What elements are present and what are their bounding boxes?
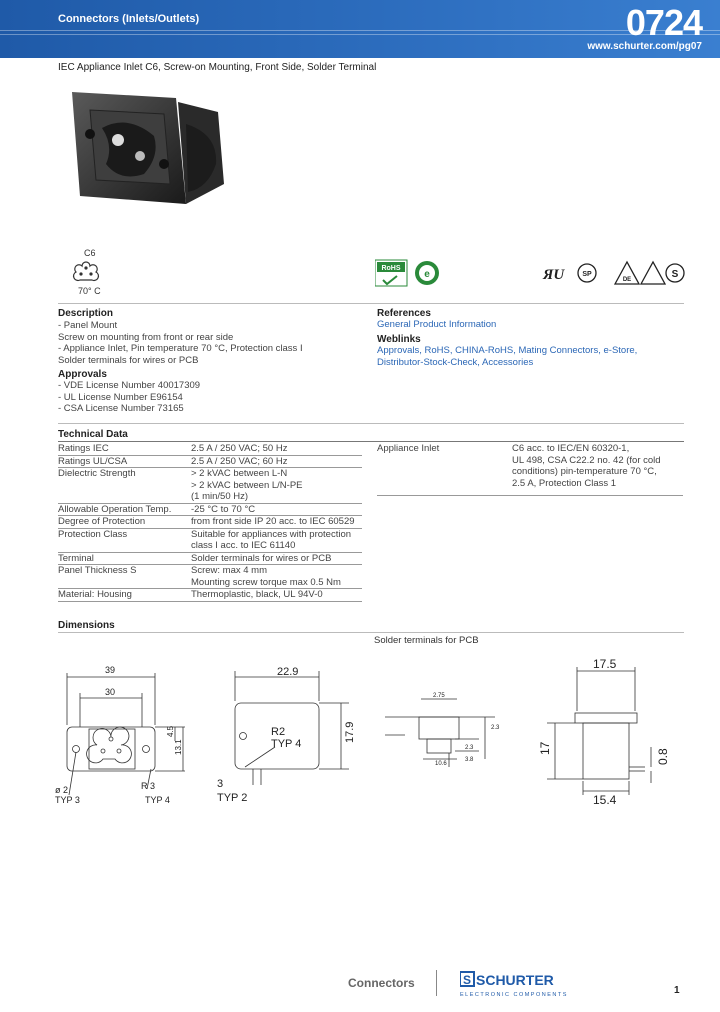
table-cell-value: [191, 443, 362, 455]
dim-body-pin: 0.8: [656, 748, 670, 765]
table-cell-line: Solder terminals for wires or PCB: [191, 552, 332, 564]
general-product-info-link[interactable]: General Product Information: [377, 319, 497, 330]
sev-icon: [641, 262, 684, 284]
dim-side-d2: 2.3: [465, 745, 474, 751]
dim-cutout-thickness: 3: [217, 778, 224, 790]
dim-side-d4: 10.6: [435, 761, 447, 767]
list-item: - UL License Number E96154: [58, 391, 183, 403]
dim-cutout-radius: R2: [271, 726, 286, 738]
list-item: - Appliance Inlet, Pin temperature 70 °C, Protection class I: [58, 343, 303, 354]
technical-data-heading: Technical Data: [58, 429, 128, 440]
table-cell-value: [191, 468, 362, 503]
list-item: - VDE License Number 40017309: [58, 380, 201, 391]
table-row: [58, 565, 362, 589]
table-row: [58, 553, 362, 566]
svg-text:SP: SP: [582, 271, 592, 278]
weblinks-line-1[interactable]: Approvals, RoHS, CHINA-RoHS, Mating Connectors, e-Store,: [377, 345, 638, 356]
dim-body-height: 17: [538, 741, 552, 755]
table-cell-key: Terminal: [58, 552, 94, 564]
dim-side-d5: 3.8: [465, 757, 474, 763]
appliance-inlet-spec: [377, 443, 683, 496]
table-cell-value: [191, 529, 362, 552]
c6-temperature: 70° C: [78, 286, 101, 296]
header-url-link[interactable]: www.schurter.com/pg07: [587, 41, 702, 52]
spec-value: [512, 443, 687, 489]
dim-radius-typ: TYP 4: [145, 795, 170, 805]
side-view-drawing: [385, 699, 495, 767]
svg-text:DE: DE: [622, 277, 632, 283]
table-row: [58, 504, 362, 517]
svg-text:ELECTRONIC COMPONENTS: ELECTRONIC COMPONENTS: [460, 992, 568, 998]
svg-text:S: S: [463, 973, 472, 987]
table-cell-key: Dielectric Strength: [58, 468, 136, 479]
china-rohs-icon: [415, 261, 439, 285]
page-number: 1: [674, 985, 680, 996]
product-title: IEC Appliance Inlet C6, Screw-on Mounting, Front Side, Solder Terminal: [58, 62, 377, 73]
table-row: [58, 456, 362, 469]
svg-text:RoHS: RoHS: [381, 265, 401, 272]
dim-side-d3: 2.3: [491, 725, 500, 731]
dim-front-width: 39: [105, 665, 116, 675]
dim-cutout-radius-typ: TYP 4: [271, 738, 302, 750]
dim-cutout-height: 17.9: [344, 721, 356, 743]
weblinks-line-2[interactable]: Distributor-Stock-Check, Accessories: [377, 357, 534, 368]
table-cell-value: [191, 589, 362, 601]
table-cell-value: [191, 516, 362, 528]
list-item: - Panel Mount: [58, 320, 118, 331]
table-cell-key: Material: Housing: [58, 589, 132, 600]
dim-side-d1: 2.75: [433, 693, 445, 699]
table-cell-value: [191, 504, 362, 516]
dim-hole-typ: TYP 3: [55, 795, 80, 805]
table-row: [58, 516, 362, 529]
vde-icon: [615, 262, 639, 284]
svg-text:e: e: [424, 269, 430, 280]
body-side-drawing: [547, 667, 651, 795]
table-cell-line: Mounting screw torque max 0.5 Nm: [191, 576, 341, 588]
dim-body-base: 15.4: [593, 793, 617, 807]
table-cell-line: 2.5 A / 250 VAC; 50 Hz: [191, 443, 288, 454]
table-cell-line: > 2 kVAC between L/N-PE: [191, 479, 303, 491]
section-divider: [58, 303, 684, 304]
header-rule: [0, 34, 720, 35]
spec-line: C6 acc. to IEC/EN 60320-1,: [512, 443, 630, 454]
dim-hole: ø 2: [55, 785, 69, 795]
footer-category: Connectors: [348, 976, 415, 990]
spec-line: UL 498, CSA C22.2 no. 42 (for cold: [512, 454, 661, 466]
header-section-title: Connectors (Inlets/Outlets): [58, 13, 200, 25]
description-heading: Description: [58, 308, 114, 319]
section-divider: [58, 441, 684, 442]
list-item: - CSA License Number 73165: [58, 403, 184, 414]
svg-text:SCHURTER: SCHURTER: [476, 972, 554, 988]
table-cell-value: [191, 553, 362, 565]
dim-front-h2: 13.1: [174, 739, 183, 755]
dimension-drawings: [55, 655, 705, 815]
weblinks-heading: Weblinks: [377, 334, 421, 345]
spec-line: 2.5 A, Protection Class 1: [512, 477, 617, 489]
ul-recognized-icon: [542, 267, 565, 283]
svg-text:ЯU: ЯU: [543, 267, 565, 283]
dimensions-caption: Solder terminals for PCB: [374, 635, 479, 646]
table-row: [58, 529, 362, 553]
table-cell-key: Degree of Protection: [58, 516, 146, 527]
panel-cutout-drawing: [235, 671, 349, 785]
c6-connector-icon: [72, 260, 100, 284]
table-cell-key: Ratings IEC: [58, 443, 109, 454]
table-cell-line: > 2 kVAC between L-N: [191, 468, 288, 479]
c6-label: C6: [84, 248, 96, 258]
table-cell-key: Protection Class: [58, 528, 128, 540]
footer-divider: [436, 970, 437, 996]
dim-cutout-width: 22.9: [277, 666, 299, 678]
header-rule: [0, 30, 720, 31]
approvals-heading: Approvals: [58, 369, 107, 380]
table-cell-line: -25 °C to 70 °C: [191, 503, 256, 515]
dim-body-width: 17.5: [593, 657, 617, 671]
list-item: Solder terminals for wires or PCB: [58, 354, 199, 366]
section-divider: [58, 423, 684, 424]
description-list: [58, 320, 303, 366]
table-cell-key: Allowable Operation Temp.: [58, 503, 172, 515]
list-item: Screw on mounting from front or rear side: [58, 331, 234, 343]
certification-logos: [375, 258, 685, 288]
dim-cutout-thickness-typ: TYP 2: [217, 792, 248, 804]
table-cell-value: [191, 456, 362, 468]
table-cell-line: class I acc. to IEC 61140: [191, 540, 296, 551]
svg-text:S: S: [671, 269, 679, 280]
table-cell-line: (1 min/50 Hz): [191, 491, 249, 502]
rohs-icon: [375, 260, 407, 286]
header-page-code: 0724: [625, 2, 702, 43]
table-cell-key: Ratings UL/CSA: [58, 455, 128, 467]
table-cell-line: from front side IP 20 acc. to IEC 60529: [191, 516, 355, 527]
product-photo: [68, 84, 228, 216]
approvals-list: [58, 380, 200, 415]
dim-front-inner-width: 30: [105, 687, 116, 697]
spec-key: Appliance Inlet: [377, 443, 440, 454]
table-row: [58, 443, 362, 456]
table-row: [58, 589, 362, 602]
technical-data-table: [58, 443, 362, 602]
table-cell-line: Suitable for appliances with protection: [191, 528, 352, 540]
table-cell-key: Panel Thickness S: [58, 565, 137, 576]
table-cell-line: Thermoplastic, black, UL 94V-0: [191, 589, 323, 600]
c6-symbol: [68, 248, 108, 298]
references-heading: References: [377, 308, 431, 319]
spec-line: conditions) pin-temperature 70 °C,: [512, 466, 657, 477]
table-cell-value: [191, 565, 362, 588]
csa-icon: [578, 264, 596, 282]
schurter-logo: [460, 970, 585, 1000]
dimensions-heading: Dimensions: [58, 620, 115, 631]
dim-radius: R 3: [141, 781, 156, 791]
dim-front-h1: 4.5: [166, 725, 175, 737]
table-cell-line: Screw: max 4 mm: [191, 565, 268, 576]
table-cell-line: 2.5 A / 250 VAC; 60 Hz: [191, 455, 288, 467]
table-row: [58, 468, 362, 504]
section-divider: [58, 632, 684, 633]
